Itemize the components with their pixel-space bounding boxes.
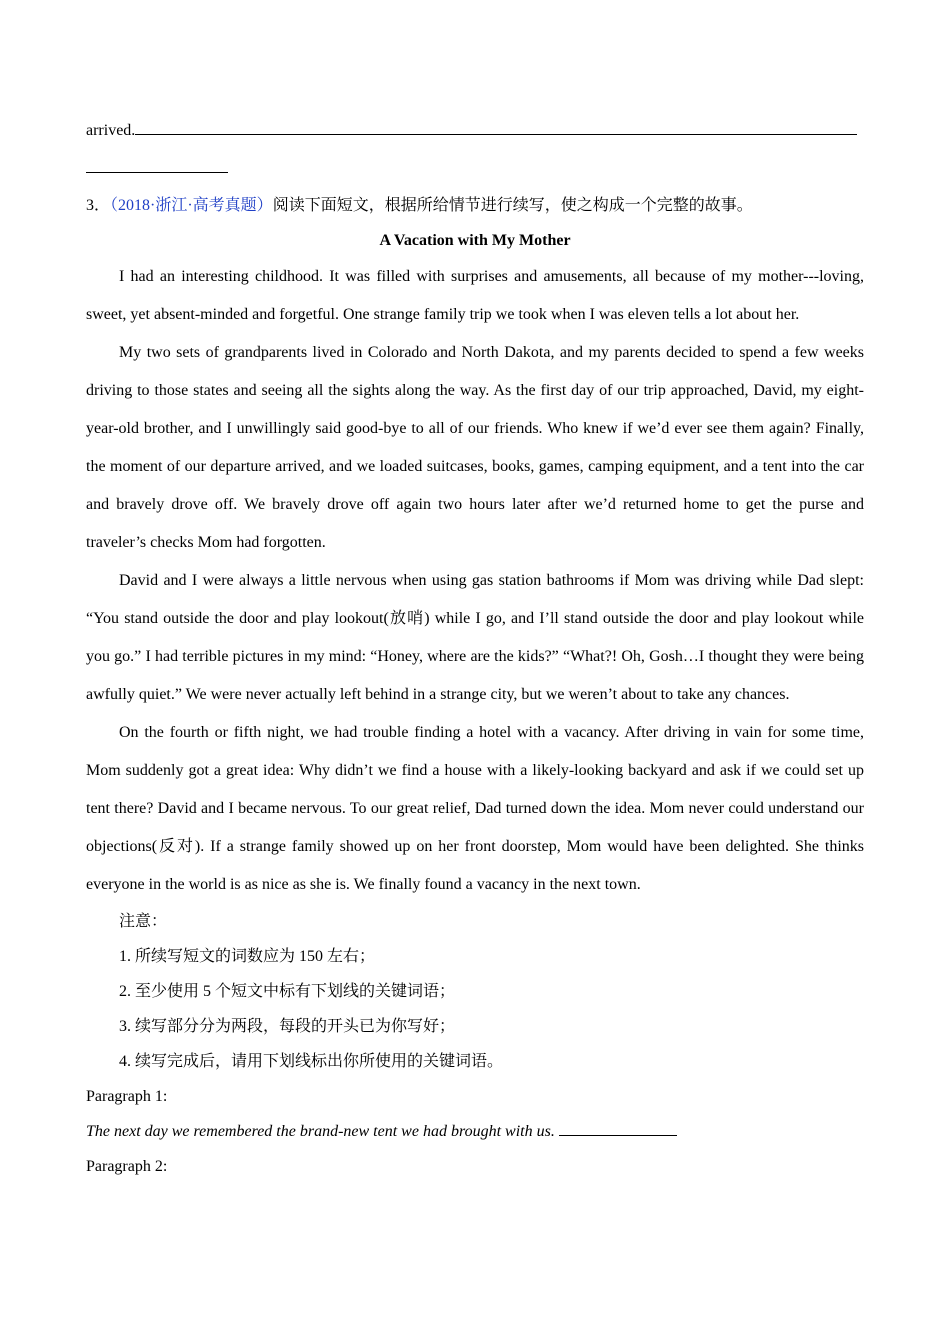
answer-line-continuation <box>86 150 864 188</box>
note-item-2: 2. 至少使用 5 个短文中标有下划线的关键词语； <box>119 983 456 1000</box>
question-header <box>86 188 864 223</box>
document-content <box>86 112 864 1184</box>
paragraph-1-start-line <box>86 1114 864 1149</box>
answer-blank-short[interactable] <box>86 158 228 173</box>
paragraph-1-start: The next day we remembered the brand-new tent we had brought with us. <box>86 1123 555 1140</box>
note-item-1: 1. 所续写短文的词数应为 150 左右； <box>119 948 376 965</box>
paragraph-1-label: Paragraph 1: <box>86 1088 168 1105</box>
story-paragraph-2: My two sets of grandparents lived in Colorado and North Dakota, and my parents decided to spend a few weeks driving to those states and seeing all the sights along the way. As the first day of our trip approached, David, my eight-year-old brother, and I unwillingly said good-bye to all of our friends. Who knew if we’d ever see them again? Finally, the moment of our departure arrived, and we loaded suitcases, books, games, camping equipment, and a tent into the car and bravely drove off. We bravely drove off again two hours later after we’d returned home to get the purse and traveler’s checks Mom had forgotten. <box>86 344 864 551</box>
question-instruction: 阅读下面短文，根据所给情节进行续写，使之构成一个完整的故事。 <box>272 197 753 214</box>
answer-blank[interactable] <box>135 120 857 135</box>
question-source: （2018·浙江·高考真题） <box>110 197 273 214</box>
story-paragraph-4: On the fourth or fifth night, we had trouble finding a hotel with a vacancy. After driving in vain for some time, Mom suddenly got a great idea: Why didn’t we find a house with a likely-looking backyard and ask if we could set up tent there? David and I became nervous. To our great relief, Dad turned down the idea. Mom never could understand our objections(反对). If a strange family showed up on her front doorstep, Mom would have been delighted. She thinks everyone in the world is as nice as she is. We finally found a vacancy in the next town. <box>86 724 864 893</box>
paragraph-1-blank[interactable] <box>559 1121 677 1136</box>
story-paragraph-1: I had an interesting childhood. It was filled with surprises and amusements, all because of my mother---loving, sweet, yet absent-minded and forgetful. One strange family trip we took when I was eleven tells a lot about her. <box>86 268 864 323</box>
paragraph-2-label: Paragraph 2: <box>86 1158 168 1175</box>
arrived-text: arrived. <box>86 122 136 139</box>
answer-line-end <box>86 112 864 150</box>
notes-heading: 注意： <box>119 913 168 930</box>
story-paragraph-3: David and I were always a little nervous when using gas station bathrooms if Mom was driving while Dad slept: “You stand outside the door and play lookout(放哨) while I go, and I’ll stand outside the door and play lookout while you go.” I had terrible pictures in my mind: “Honey, where are the kids?” “What?! Oh, Gosh…I thought they were being awfully quiet.” We were never actually left behind in a strange city, but we weren’t about to take any chances. <box>86 572 864 703</box>
question-number: 3． <box>86 197 111 214</box>
story-title: A Vacation with My Mother <box>379 232 571 249</box>
note-item-3: 3. 续写部分分为两段，每段的开头已为你写好； <box>119 1018 456 1035</box>
note-item-4: 4. 续写完成后，请用下划线标出你所使用的关键词语。 <box>119 1053 504 1070</box>
